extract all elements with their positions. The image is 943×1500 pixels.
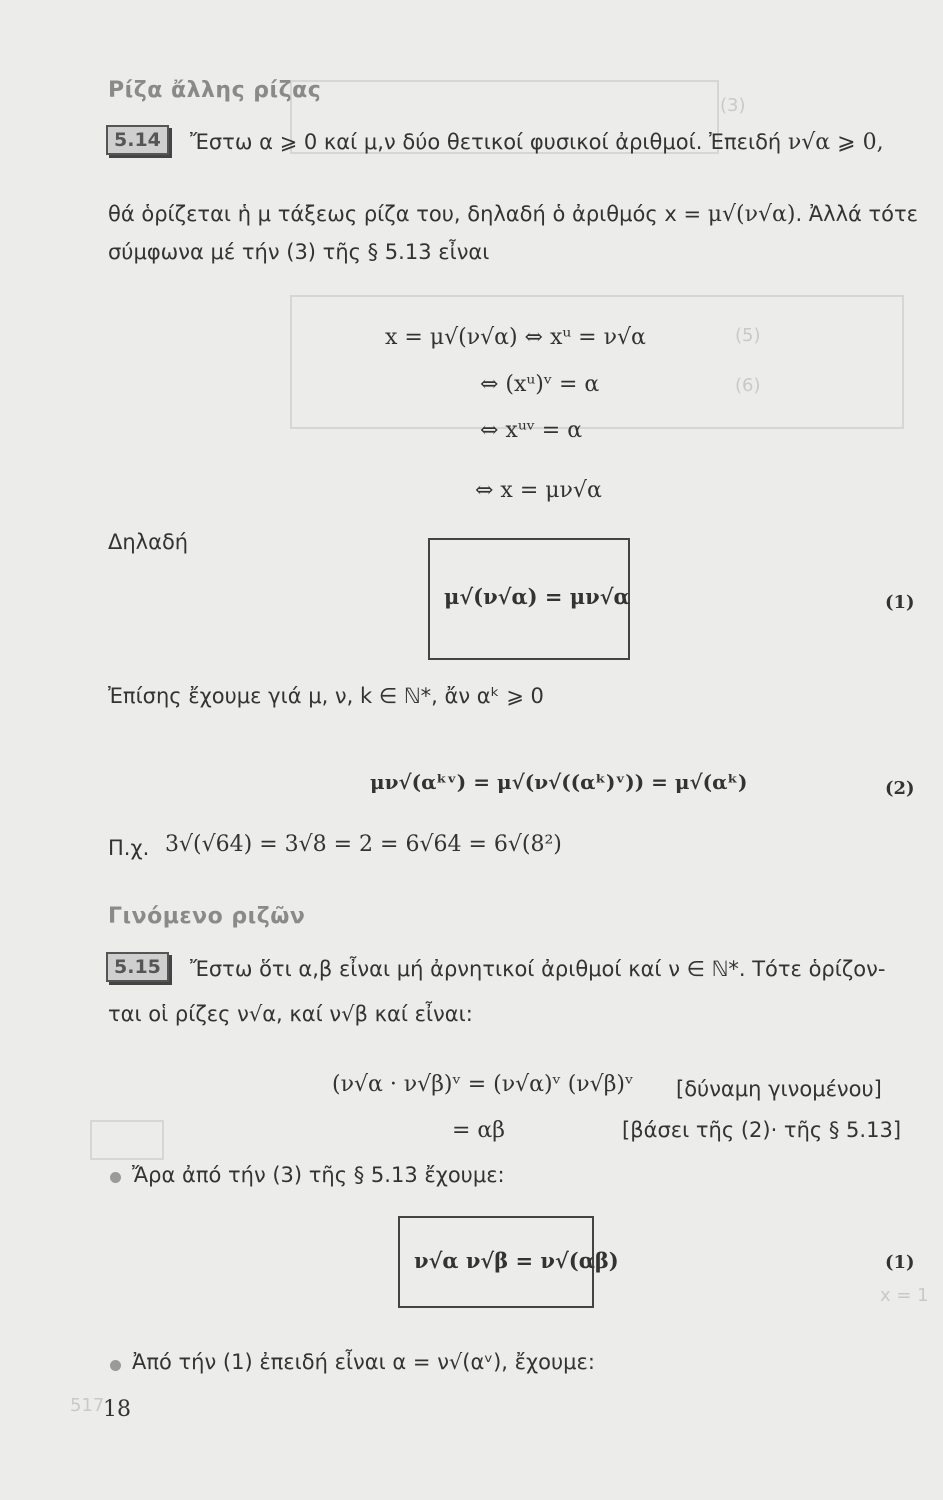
equation-line: x = μ√(ν√α) ⇔ xᵘ = ν√α bbox=[385, 325, 646, 350]
equation-number: (2) bbox=[885, 778, 915, 799]
paragraph-line bbox=[190, 130, 884, 155]
text: Ἔστω α ⩾ 0 καί μ,ν δύο θετικοί φυσικοί ἀριθμοί. Ἐπειδή bbox=[190, 130, 788, 154]
formula: μ√(ν√α) = μν√α bbox=[444, 584, 630, 609]
equation-line: μν√(αᵏᵛ) = μ√(ν√((αᵏ)ᵛ)) = μ√(αᵏ) bbox=[370, 770, 748, 794]
bullet-icon bbox=[110, 1360, 121, 1371]
section-heading: Γινόμενο ριζῶν bbox=[108, 904, 306, 929]
paragraph-line: ται οἱ ρίζες ν√α, καί ν√β καί εἶναι: bbox=[108, 1002, 473, 1026]
bullet-icon bbox=[110, 1172, 121, 1183]
equation-line: ⇔ x = μν√α bbox=[475, 478, 602, 503]
equation-number: (1) bbox=[885, 1252, 915, 1273]
paragraph-line: Ἀπό τήν (1) ἐπειδή εἶναι α = ν√(αᵛ), ἔχουμε: bbox=[132, 1350, 595, 1374]
equation-line: = αβ bbox=[452, 1118, 506, 1143]
show-through-text: x = 1 bbox=[880, 1285, 929, 1306]
equation-line: ⇔ xᵘᵛ = α bbox=[480, 418, 583, 443]
show-through-text: (3) bbox=[720, 95, 746, 116]
section-number-box: 5.14 bbox=[106, 125, 169, 155]
show-through-text: 517 bbox=[70, 1395, 105, 1416]
show-through-box bbox=[290, 295, 904, 429]
equation-line: ⇔ (xᵘ)ᵛ = α bbox=[480, 372, 600, 397]
text: θά ὁρίζεται ἡ μ τάξεως ρίζα του, δηλαδή ὁ ἀριθμός x = bbox=[108, 202, 708, 226]
boxed-formula bbox=[428, 538, 630, 660]
example-equation: 3√(√64) = 3√8 = 2 = 6√64 = 6√(8²) bbox=[165, 832, 562, 857]
paragraph-line: Ἐπίσης ἔχουμε γιά μ, ν, k ∈ ℕ*, ἄν αᵏ ⩾ 0 bbox=[108, 684, 544, 708]
page-number: 18 bbox=[103, 1397, 131, 1422]
paragraph-line bbox=[108, 202, 918, 227]
equation-note: [δύναμη γινομένου] bbox=[676, 1077, 882, 1101]
show-through-text: (5) bbox=[735, 325, 761, 346]
paragraph-line: Δηλαδή bbox=[108, 530, 189, 554]
equation-number: (1) bbox=[885, 592, 915, 613]
paragraph-line: σύμφωνα μέ τήν (3) τῆς § 5.13 εἶναι bbox=[108, 240, 490, 264]
paragraph-line: Ἄρα ἀπό τήν (3) τῆς § 5.13 ἔχουμε: bbox=[132, 1163, 505, 1187]
example-label: Π.χ. bbox=[108, 836, 150, 860]
math-inline: ν√α ⩾ 0, bbox=[787, 130, 884, 155]
equation-line: (ν√α · ν√β)ᵛ = (ν√α)ᵛ (ν√β)ᵛ bbox=[332, 1072, 634, 1097]
text: . Ἀλλά τότε bbox=[795, 202, 919, 226]
equation-note: [βάσει τῆς (2)· τῆς § 5.13] bbox=[622, 1118, 902, 1142]
show-through-box bbox=[90, 1120, 164, 1160]
boxed-formula bbox=[398, 1216, 619, 1308]
math-inline: μ√(ν√α) bbox=[707, 202, 796, 227]
formula: ν√α ν√β = ν√(αβ) bbox=[414, 1248, 619, 1273]
section-heading: Ρίζα ἄλλης ρίζας bbox=[108, 78, 322, 103]
section-number-box: 5.15 bbox=[106, 952, 169, 982]
paragraph-line: Ἔστω ὅτι α,β εἶναι μή ἀρνητικοί ἀριθμοί καί ν ∈ ℕ*. Τότε ὁρίζον- bbox=[190, 957, 886, 981]
show-through-text: (6) bbox=[735, 375, 761, 396]
